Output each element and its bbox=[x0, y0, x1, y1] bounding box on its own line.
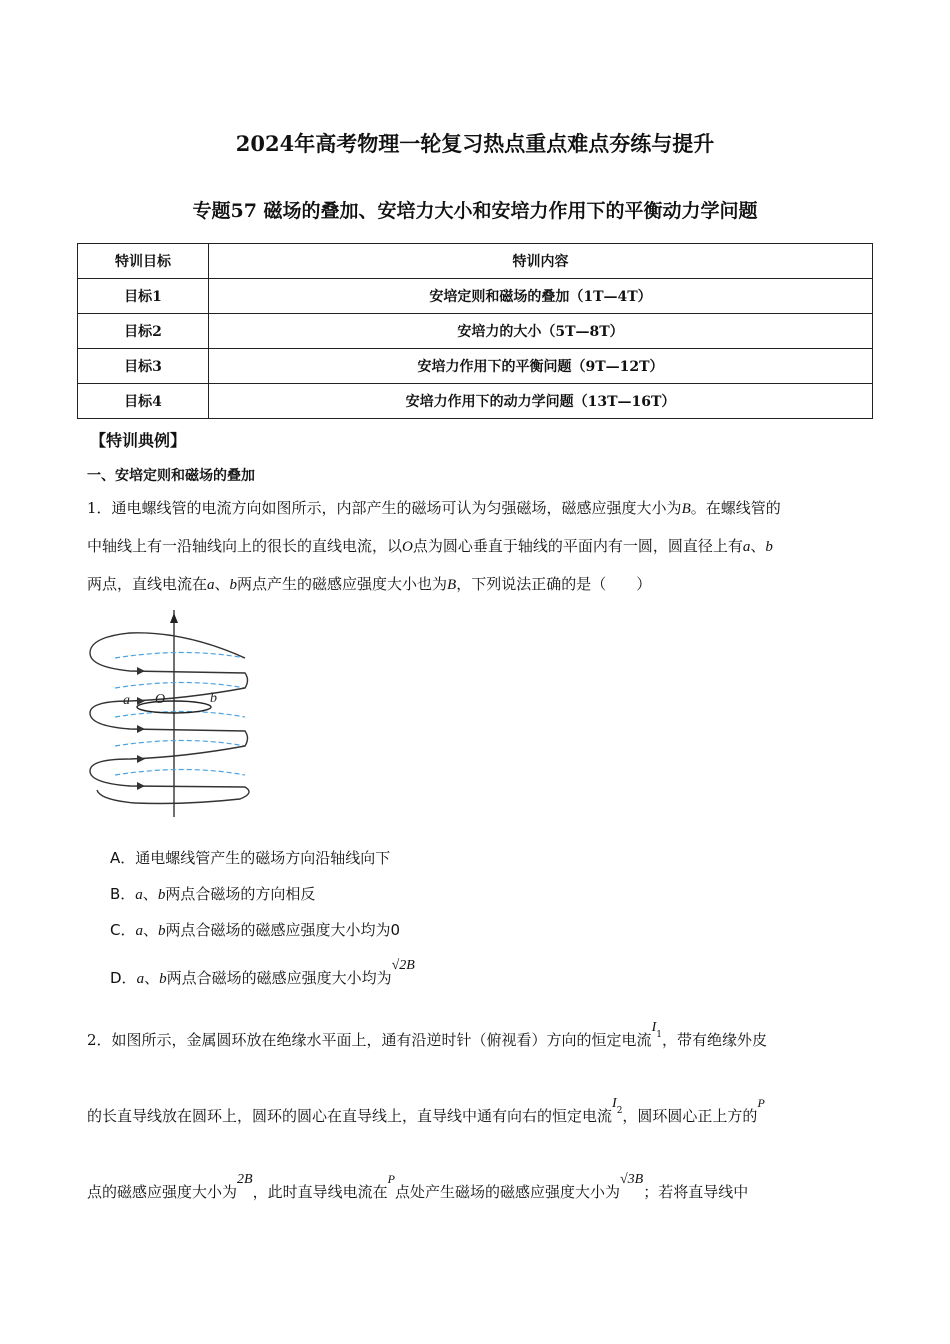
table-cell-content: 安培力的大小（5T—8T） bbox=[209, 314, 873, 349]
table-cell-content: 安培定则和磁场的叠加（1T—4T） bbox=[209, 279, 873, 314]
option-d: D．a、b两点合磁场的磁感应强度大小均为√2B bbox=[110, 958, 415, 987]
option-b: B．a、b两点合磁场的方向相反 bbox=[110, 885, 316, 903]
figure-label-a: a bbox=[123, 693, 130, 708]
option-a: A．通电螺线管产生的磁场方向沿轴线向下 bbox=[110, 849, 391, 867]
figure-label-O: O bbox=[155, 692, 166, 707]
page-subtitle: 专题57 磁场的叠加、安培力大小和安培力作用下的平衡动力学问题 bbox=[192, 200, 758, 222]
table-row bbox=[78, 314, 873, 349]
table-header-content: 特训内容 bbox=[209, 244, 873, 279]
table-row bbox=[78, 384, 873, 419]
table-header-row bbox=[78, 244, 873, 279]
page-title: 2024年高考物理一轮复习热点重点难点夯练与提升 bbox=[235, 131, 715, 156]
subsection-heading: 一、安培定则和磁场的叠加 bbox=[87, 468, 255, 484]
table-header-goal: 特训目标 bbox=[78, 244, 209, 279]
table-row bbox=[78, 279, 873, 314]
question2-line2: 的长直导线放在圆环上，圆环的圆心在直导线上，直导线中通有向右的恒定电流$I^2$，圆环圆心正上方的$^P$ bbox=[87, 1096, 765, 1125]
table-cell-goal: 目标4 bbox=[78, 384, 209, 419]
question1-line3: 两点，直线电流在a、b两点产生的磁感应强度大小也为B，下列说法正确的是（ ） bbox=[87, 575, 652, 593]
table-cell-goal: 目标2 bbox=[78, 314, 209, 349]
table-cell-goal: 目标3 bbox=[78, 349, 209, 384]
table-cell-content: 安培力作用下的动力学问题（13T—16T） bbox=[209, 384, 873, 419]
targets-table bbox=[77, 243, 873, 419]
table-row bbox=[78, 349, 873, 384]
section-heading: 【特训典例】 bbox=[90, 431, 187, 450]
table-cell-content: 安培力作用下的平衡问题（9T—12T） bbox=[209, 349, 873, 384]
table-cell-goal: 目标1 bbox=[78, 279, 209, 314]
question2-line1: 2．如图所示，金属圆环放在绝缘水平面上，通有沿逆时针（俯视看）方向的恒定电流$I^1$，带有绝缘外皮 bbox=[87, 1020, 767, 1049]
question1-line2: 中轴线上有一沿轴线向上的很长的直线电流，以O点为圆心垂直于轴线的平面内有一圆，圆直径上有a、b bbox=[87, 537, 773, 555]
question1-line1: 1．通电螺线管的电流方向如图所示，内部产生的磁场可认为匀强磁场，磁感应强度大小为B。在螺线管的 bbox=[87, 499, 781, 517]
solenoid-figure bbox=[85, 605, 260, 820]
option-c: C．a、b两点合磁场的磁感应强度大小均为0 bbox=[110, 921, 401, 939]
figure-label-b: b bbox=[210, 691, 217, 706]
question2-line3: 点的磁感应强度大小为2B，此时直导线电流在$^P$点处产生磁场的磁感应强度大小为√3B；若将直导线中 bbox=[87, 1172, 749, 1201]
